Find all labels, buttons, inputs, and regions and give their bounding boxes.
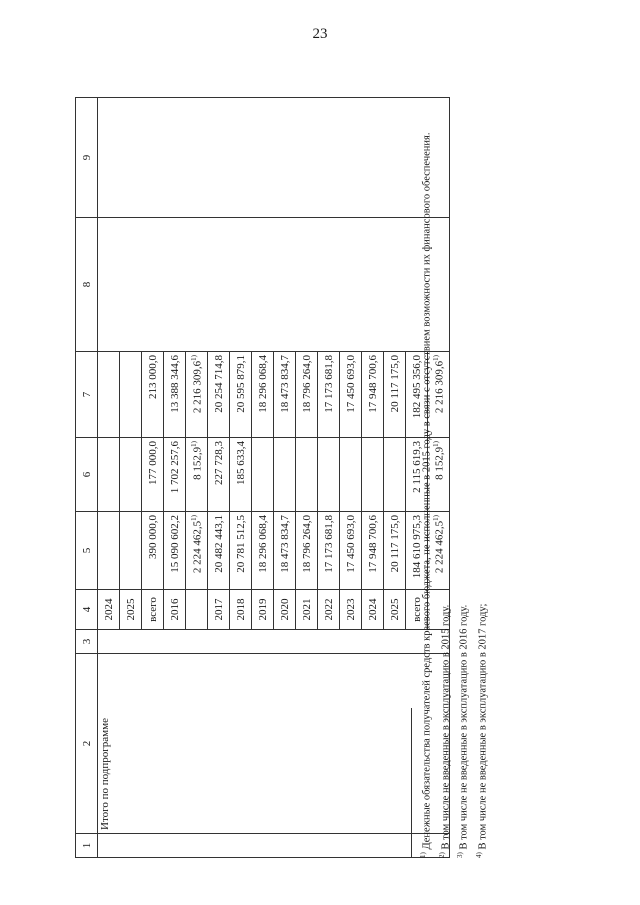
rotated-table-page [75, 98, 545, 858]
value-cell-c5 [164, 512, 186, 590]
value-cell-c7 [164, 352, 186, 438]
footnote-text: Денежные обязательства получателей средств краевого бюджета, не исполненные в 2015 году в связи с отсутствием возможности их финансового обеспечения. [421, 132, 433, 850]
value-cell-c7 [230, 352, 252, 438]
value-cell-c7 [142, 352, 164, 438]
footnote-item [416, 98, 435, 858]
value-cell-c5 [142, 512, 164, 590]
page-number: 23 [312, 26, 328, 42]
value-text: 17 173 681,8 [322, 515, 335, 573]
value-text: 17 948 700,6 [366, 515, 379, 573]
value-text: 20 117 175,0 [388, 515, 401, 573]
year-cell [186, 590, 208, 630]
value-text: 2 216 309,6 [191, 360, 204, 414]
header-col-2: 2 [76, 654, 98, 834]
value-cell-c5 [252, 512, 274, 590]
value-cell-c6 [384, 438, 406, 512]
value-cell-c5 [208, 512, 230, 590]
value-cell-c6 [274, 438, 296, 512]
table-body [98, 98, 450, 858]
value-cell-c7 [120, 352, 142, 438]
header-col-1: 1 [76, 834, 98, 858]
footnote-marker: 1) [189, 515, 198, 521]
value-text: 182 495 356,0 [410, 355, 423, 419]
year-cell: 2024 [98, 590, 120, 630]
col3-cell [98, 630, 450, 654]
footnote-mark: 1) [419, 852, 427, 858]
year-cell: 2025 [384, 590, 406, 630]
col9-cell [98, 98, 450, 218]
value-text: 18 473 834,7 [278, 515, 291, 573]
year-cell: 2021 [296, 590, 318, 630]
value-cell-c5 [384, 512, 406, 590]
footnote-marker: 1) [189, 441, 198, 447]
year-cell: 2019 [252, 590, 274, 630]
value-cell-c6 [164, 438, 186, 512]
value-text: 17 450 693,0 [344, 355, 357, 413]
header-col-5: 5 [76, 512, 98, 590]
value-text: 20 482 443,1 [212, 515, 225, 573]
value-cell-c6 [186, 438, 208, 512]
value-cell-c7 [340, 352, 362, 438]
value-text: 177 000,0 [146, 441, 159, 485]
value-text: 18 796 264,0 [300, 515, 313, 573]
value-cell-c5 [230, 512, 252, 590]
footnote-item [472, 98, 491, 858]
value-cell-c5 [186, 512, 208, 590]
footnote-item [453, 98, 472, 858]
footnote-text: В том числе не введенные в эксплуатацию в 2016 году. [458, 604, 470, 850]
year-cell: 2016 [164, 590, 186, 630]
value-cell-c7 [296, 352, 318, 438]
value-text: 2 115 619,3 [410, 441, 423, 493]
header-col-8: 8 [76, 218, 98, 352]
table-row [98, 98, 120, 858]
value-cell-c6 [230, 438, 252, 512]
value-text: 1 702 257,6 [168, 441, 181, 494]
value-text: 20 781 512,5 [234, 515, 247, 573]
value-cell-c7 [252, 352, 274, 438]
col8-cell [98, 218, 450, 352]
year-cell: 2024 [362, 590, 384, 630]
value-text: 184 610 975,3 [410, 515, 423, 579]
header-row [76, 98, 98, 858]
footnote-text: В том числе не введенные в эксплуатацию в 2015 году. [440, 604, 451, 850]
value-text: 17 450 693,0 [344, 515, 357, 573]
value-cell-c5 [274, 512, 296, 590]
footnote-rule [411, 708, 412, 858]
footnote-marker: 1) [189, 355, 198, 361]
value-cell-c5 [120, 512, 142, 590]
value-cell-c5 [98, 512, 120, 590]
header-col-6: 6 [76, 438, 98, 512]
value-text: 213 000,0 [146, 355, 159, 399]
year-cell: 2025 [120, 590, 142, 630]
footnotes [411, 98, 490, 858]
value-text: 18 473 834,7 [278, 355, 291, 413]
value-text: 18 296 068,4 [256, 515, 269, 573]
year-cell: 2018 [230, 590, 252, 630]
value-text: 18 296 068,4 [256, 355, 269, 413]
footnote-item [435, 98, 454, 858]
year-cell: всего [142, 590, 164, 630]
value-text: 185 633,4 [234, 441, 247, 485]
value-cell-c7 [318, 352, 340, 438]
value-cell-c6 [296, 438, 318, 512]
header-col-7: 7 [76, 352, 98, 438]
value-cell-c7 [362, 352, 384, 438]
value-text: 8 152,9 [433, 446, 446, 480]
value-cell-c6 [318, 438, 340, 512]
value-cell-c5 [340, 512, 362, 590]
value-cell-c6 [98, 438, 120, 512]
value-cell-c5 [296, 512, 318, 590]
value-cell-c7 [384, 352, 406, 438]
footnote-mark: 3) [456, 852, 464, 858]
value-text: 2 216 309,6 [433, 360, 446, 414]
value-cell-c7 [98, 352, 120, 438]
value-cell-c5 [362, 512, 384, 590]
header-col-3: 3 [76, 630, 98, 654]
footnote-mark: 4) [474, 852, 483, 858]
value-cell-c6 [362, 438, 384, 512]
value-text: 390 000,0 [146, 515, 159, 559]
header-col-4: 4 [76, 590, 98, 630]
footnote-mark: 2) [437, 852, 446, 858]
value-cell-c6 [208, 438, 230, 512]
footnote-marker: 1) [431, 441, 440, 447]
footnote-text: В том числе не введенные в эксплуатацию в 2017 году; [477, 603, 488, 850]
header-col-9: 9 [76, 98, 98, 218]
value-text: 17 948 700,6 [366, 355, 379, 413]
footnote-marker: 1) [431, 355, 440, 361]
value-text: 2 224 462,5 [433, 520, 446, 574]
footnote-marker: 1) [431, 515, 440, 521]
value-text: 20 117 175,0 [388, 355, 401, 413]
value-text: 15 090 602,2 [168, 515, 181, 573]
year-cell: 2023 [340, 590, 362, 630]
value-cell-c6 [340, 438, 362, 512]
value-cell-c5 [318, 512, 340, 590]
value-text: 20 595 879,1 [234, 355, 247, 413]
value-text: 18 796 264,0 [300, 355, 313, 413]
value-cell-c7 [208, 352, 230, 438]
value-text: 13 388 344,6 [168, 355, 181, 413]
year-cell: 2017 [208, 590, 230, 630]
value-cell-c6 [142, 438, 164, 512]
year-cell: 2020 [274, 590, 296, 630]
budget-table [75, 97, 450, 858]
year-cell: всего [406, 590, 428, 630]
col1-cell [98, 834, 450, 858]
value-cell-c7 [186, 352, 208, 438]
value-text: 227 728,3 [212, 441, 225, 485]
value-cell-c7 [274, 352, 296, 438]
footnote-list [416, 98, 490, 858]
value-cell-c6 [120, 438, 142, 512]
row-group-label: Итого по подпрограмме [98, 654, 450, 834]
value-text: 2 224 462,5 [191, 520, 204, 574]
value-text: 17 173 681,8 [322, 355, 335, 413]
value-cell-c6 [252, 438, 274, 512]
value-text: 20 254 714,8 [212, 355, 225, 413]
year-cell: 2022 [318, 590, 340, 630]
value-text: 8 152,9 [191, 446, 204, 480]
